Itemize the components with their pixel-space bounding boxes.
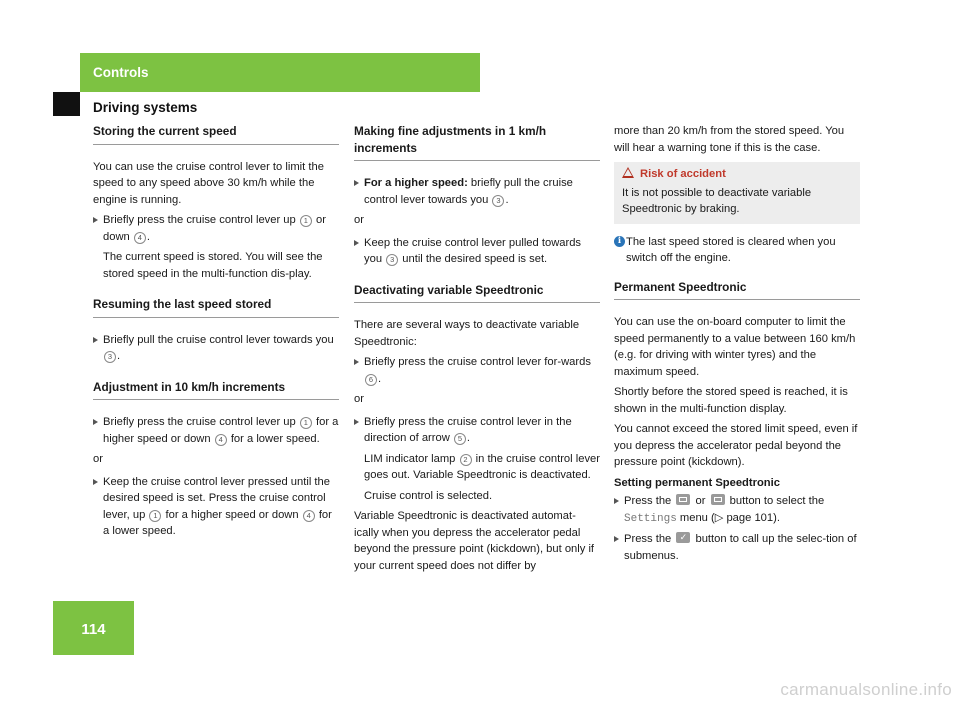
paragraph: You can use the on-board computer to limit the speed permanently to a value between 160 km/h (e.g. for driving with winter tyres) and the maximum speed. <box>614 316 856 378</box>
arrow-bullet-icon <box>93 419 98 425</box>
arrow-bullet-icon <box>93 479 98 485</box>
arrow-bullet-icon <box>354 359 359 365</box>
callout-number: 4 <box>303 510 315 522</box>
warning-triangle-icon <box>622 167 634 178</box>
arrow-bullet-icon <box>93 217 98 223</box>
section-title: Driving systems <box>93 100 198 115</box>
section-marker <box>53 92 80 116</box>
column-1 <box>93 123 339 544</box>
heading-deactivate: Deactivating variable Speedtronic <box>354 282 600 304</box>
info-icon: i <box>614 236 625 247</box>
paragraph: There are several ways to deactivate variable Speedtronic: <box>354 319 580 348</box>
result-note: The current speed is stored. You will see the stored speed in the multi-function dis-play. <box>103 251 323 280</box>
callout-number: 4 <box>215 434 227 446</box>
display-button-icon <box>711 494 725 505</box>
arrow-bullet-icon <box>354 180 359 186</box>
menu-name: Settings <box>624 512 677 525</box>
page-reference: ▷ page 101 <box>714 511 774 524</box>
display-button-icon <box>676 494 690 505</box>
arrow-bullet-icon <box>354 419 359 425</box>
or-separator: or <box>93 453 103 465</box>
confirm-button-icon <box>676 532 690 543</box>
arrow-bullet-icon <box>614 498 619 504</box>
or-separator: or <box>354 393 364 405</box>
column-2 <box>354 123 600 578</box>
page-number: 114 <box>81 621 106 638</box>
heading-permanent-speedtronic: Permanent Speedtronic <box>614 279 860 301</box>
instruction-step: Press the or button to select the Settings menu (▷ page 101). <box>614 493 860 527</box>
paragraph: Shortly before the stored speed is reached, it is shown in the multi-function display. <box>614 386 848 415</box>
or-separator: or <box>354 214 364 226</box>
arrow-bullet-icon <box>93 337 98 343</box>
arrow-bullet-icon <box>354 240 359 246</box>
result-note: LIM indicator lamp 2 in the cruise control lever goes out. Variable Speedtronic is deactivated. <box>364 452 600 481</box>
arrow-bullet-icon <box>614 536 619 542</box>
callout-number: 1 <box>300 215 312 227</box>
instruction-step: Briefly press the cruise control lever for-wards 6 . <box>354 354 600 387</box>
watermark: carmanualsonline.info <box>780 680 952 699</box>
instruction-step: Briefly press the cruise control lever up 1 for a higher speed or down 4 for a lower speed. <box>93 414 339 447</box>
instruction-step: For a higher speed: briefly pull the cruise control lever towards you 3 . <box>354 175 600 208</box>
callout-number: 2 <box>460 454 472 466</box>
callout-number: 4 <box>134 232 146 244</box>
instruction-step: Briefly press the cruise control lever up 1 or down 4 . <box>93 212 339 245</box>
heading-fine-adjust: Making fine adjustments in 1 km/h increments <box>354 123 600 161</box>
paragraph: Variable Speedtronic is deactivated automat-ically when you depress the accelerator pedal beyond the pressure point (kickdown), but only if your current speed does not differ by <box>354 510 595 572</box>
risk-text: It is not possible to deactivate variable Speedtronic by braking. <box>622 186 812 215</box>
paragraph: more than 20 km/h from the stored speed. You will hear a warning tone if this is the case. <box>614 125 845 154</box>
instruction-step: Briefly pull the cruise control lever towards you 3 . <box>93 332 339 365</box>
callout-number: 1 <box>300 417 312 429</box>
heading-10kmh-adjust: Adjustment in 10 km/h increments <box>93 379 339 401</box>
paragraph: You can use the cruise control lever to limit the speed to any speed above 30 km/h while the engine is running. <box>93 160 324 206</box>
info-note: i The last speed stored is cleared when you switch off the engine. <box>614 234 860 267</box>
callout-number: 3 <box>386 254 398 266</box>
heading-resume-speed: Resuming the last speed stored <box>93 296 339 318</box>
paragraph: You cannot exceed the stored limit speed, even if you depress the accelerator pedal beyond the pressure point (kickdown). <box>614 423 858 468</box>
instruction-step: Briefly press the cruise control lever in the direction of arrow 5 . <box>354 414 600 447</box>
callout-number: 3 <box>492 195 504 207</box>
instruction-step: Keep the cruise control lever pulled towards you 3 until the desired speed is set. <box>354 235 600 268</box>
callout-number: 3 <box>104 351 116 363</box>
instruction-step: Press the ✓ button to call up the selec-tion of submenus. <box>614 531 860 564</box>
instruction-step: Keep the cruise control lever pressed until the desired speed is set. Press the cruise control lever, up 1 for a higher speed or down 4 for a lower speed. <box>93 474 339 540</box>
subheading-setting: Setting permanent Speedtronic <box>614 476 780 489</box>
risk-warning-box <box>614 162 860 224</box>
callout-number: 1 <box>149 510 161 522</box>
column-3 <box>614 123 860 568</box>
risk-title: Risk of accident <box>640 168 726 180</box>
result-note: Cruise control is selected. <box>364 489 493 502</box>
heading-storing-speed: Storing the current speed <box>93 123 339 145</box>
callout-number: 6 <box>365 374 377 386</box>
callout-number: 5 <box>454 433 466 445</box>
chapter-title: Controls <box>93 65 149 80</box>
